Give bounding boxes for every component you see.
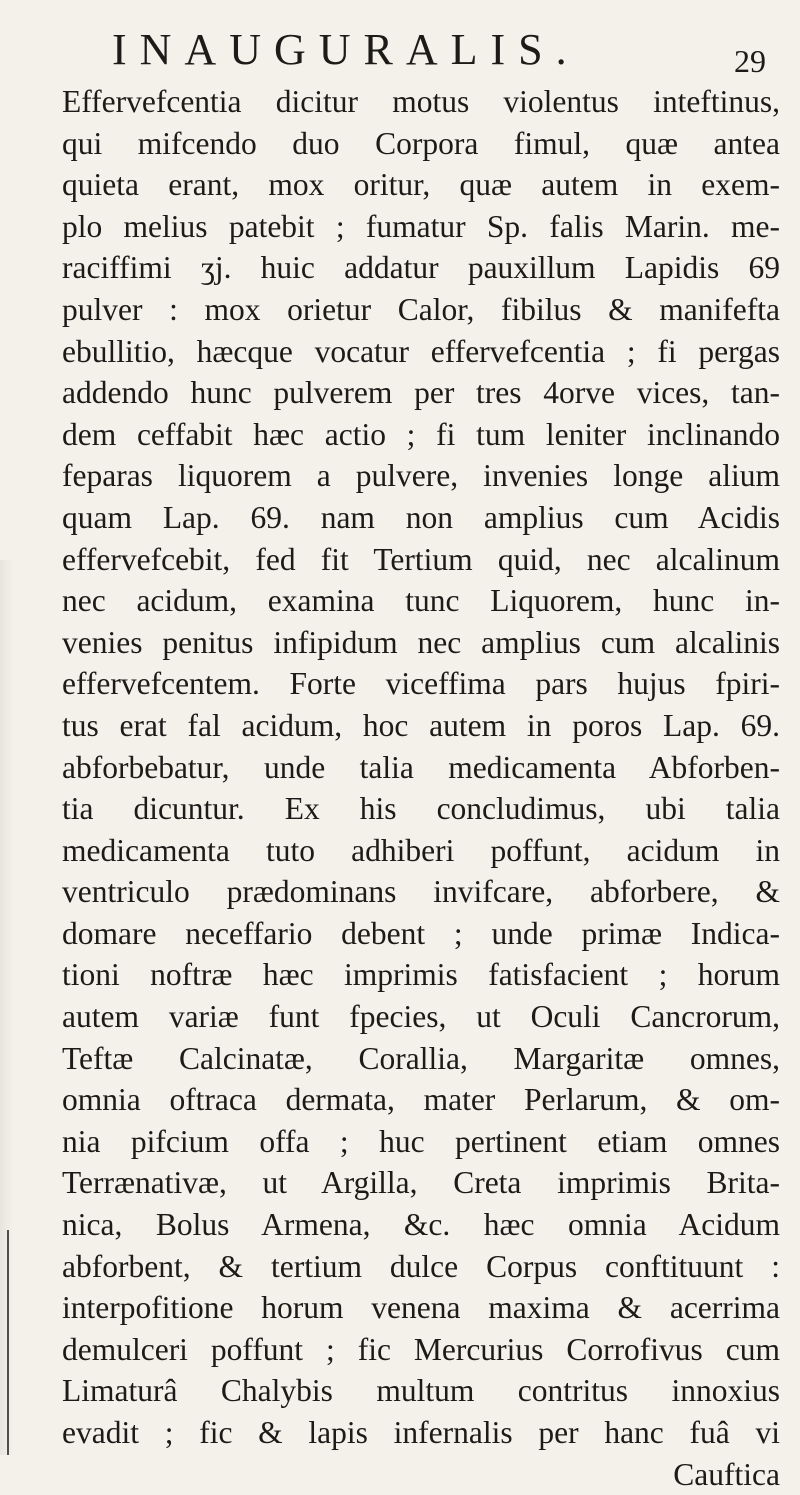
text-line: feparas liquorem a pulvere, invenies longe alium xyxy=(62,458,780,494)
text-line: tia dicuntur. Ex his concludimus, ubi talia xyxy=(62,791,780,827)
text-line: nia pifcium offa ; huc pertinent etiam omnes xyxy=(62,1123,780,1159)
text-line: qui mifcendo duo Corpora fimul, quæ antea xyxy=(62,125,780,161)
text-line: domare neceffario debent ; unde primæ Indica- xyxy=(62,915,780,951)
page-header xyxy=(0,0,800,80)
text-line: nica, Bolus Armena, &c. hæc omnia Acidum xyxy=(62,1207,780,1243)
text-line: effervefcebit, fed fit Tertium quid, nec alcalinum xyxy=(62,541,780,577)
text-line: tus erat fal acidum, hoc autem in poros Lap. 69. xyxy=(62,707,780,743)
text-line: ventriculo prædominans invifcare, abforbere, & xyxy=(62,874,780,910)
text-line: medicamenta tuto adhiberi poffunt, acidum in xyxy=(62,832,780,868)
text-line: Terrænativæ, ut Argilla, Creta imprimis Brita- xyxy=(62,1165,780,1201)
text-line: Limaturâ Chalybis multum contritus innoxius xyxy=(62,1373,780,1409)
page-number: 29 xyxy=(734,43,766,79)
text-line: quam Lap. 69. nam non amplius cum Acidis xyxy=(62,499,780,535)
text-line: Effervefcentia dicitur motus violentus inteftinus, xyxy=(62,84,780,119)
catchword: Cauftica xyxy=(673,1456,780,1492)
text-line: raciffimi ʒj. huic addatur pauxillum Lapidis 69 xyxy=(62,250,780,286)
text-line: demulceri poffunt ; fic Mercurius Corrofivus cum xyxy=(62,1331,780,1367)
text-line: plo melius patebit ; fumatur Sp. falis Marin. me- xyxy=(62,208,780,244)
text-line: venies penitus infipidum nec amplius cum alcalinis xyxy=(62,624,780,660)
text-line: pulver : mox orietur Calor, fibilus & manifefta xyxy=(62,291,780,327)
text-line: evadit ; fic & lapis infernalis per hanc fuâ vi xyxy=(62,1415,780,1450)
text-line: ebullitio, hæcque vocatur effervefcentia ; fi pergas xyxy=(62,333,780,369)
text-line: effervefcentem. Forte viceffima pars hujus fpiri- xyxy=(62,666,780,702)
text-line: abforbebatur, unde talia medicamenta Abforben- xyxy=(62,749,780,785)
text-line: abforbent, & tertium dulce Corpus conftituunt : xyxy=(62,1248,780,1284)
text-line: quieta erant, mox oritur, quæ autem in exem- xyxy=(62,167,780,203)
text-line: interpofitione horum venena maxima & acerrima xyxy=(62,1290,780,1326)
text-line: dem ceffabit hæc actio ; fi tum leniter inclinando xyxy=(62,416,780,452)
text-line: nec acidum, examina tunc Liquorem, hunc in- xyxy=(62,583,780,619)
text-line: addendo hunc pulverem per tres 4orve vices, tan- xyxy=(62,375,780,411)
text-line: omnia oftraca dermata, mater Perlarum, & om- xyxy=(62,1082,780,1118)
text-line: autem variæ funt fpecies, ut Oculi Cancrorum, xyxy=(62,999,780,1035)
body-text xyxy=(62,81,780,1495)
running-title: INAUGURALIS. xyxy=(112,25,580,74)
text-line: Teftæ Calcinatæ, Corallia, Margaritæ omnes, xyxy=(62,1040,780,1076)
text-line: tioni noftræ hæc imprimis fatisfacient ; horum xyxy=(62,957,780,993)
margin-rule xyxy=(7,1230,9,1455)
